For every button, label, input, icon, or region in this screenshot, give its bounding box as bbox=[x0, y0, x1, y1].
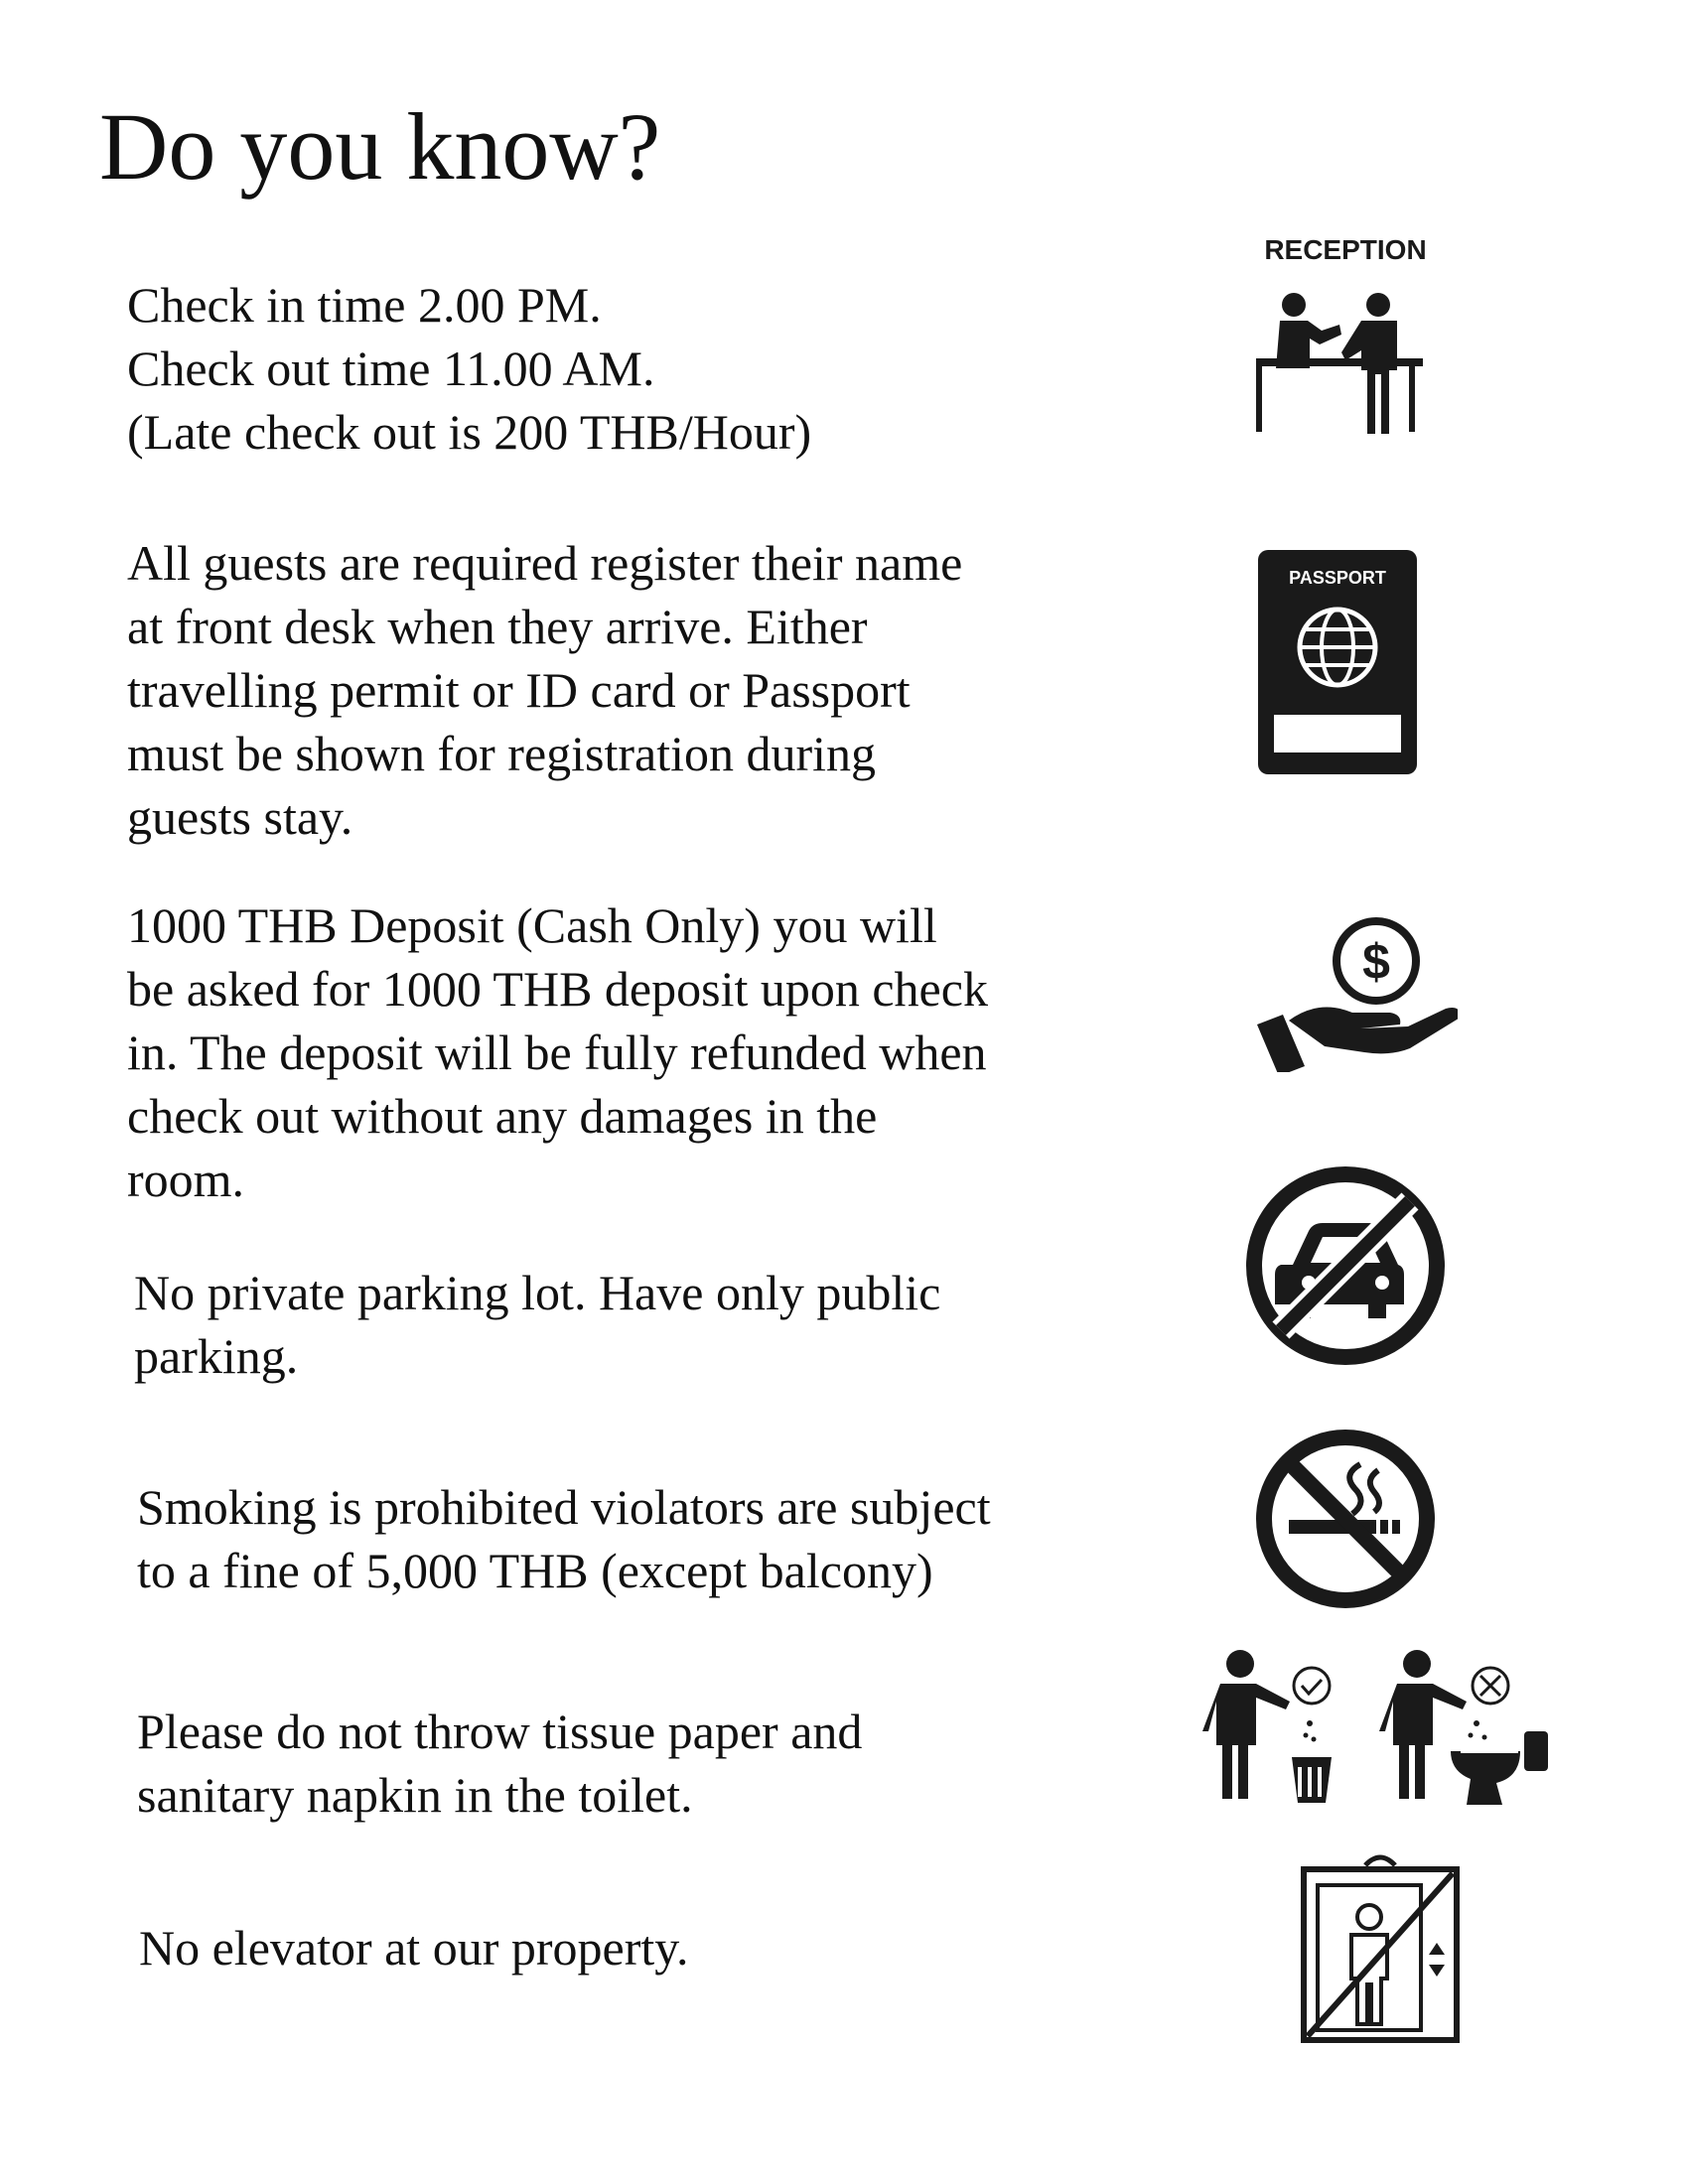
registration-line-4: must be shown for registration during bbox=[127, 726, 877, 781]
parking-text bbox=[134, 1261, 940, 1388]
checkin-text bbox=[127, 273, 811, 464]
coin-symbol: $ bbox=[1362, 934, 1390, 990]
smoking-line-2: to a fine of 5,000 THB (except balcony) bbox=[137, 1543, 933, 1598]
toilet-waste-icon bbox=[1196, 1648, 1569, 1817]
registration-line-2: at front desk when they arrive. Either bbox=[127, 599, 868, 654]
smoking-line-1: Smoking is prohibited violators are subject bbox=[137, 1479, 991, 1535]
checkin-line-1: Check in time 2.00 PM. bbox=[127, 277, 602, 333]
registration-text bbox=[127, 531, 962, 849]
no-parking-icon bbox=[1241, 1161, 1450, 1370]
reception-caption: RECEPTION bbox=[1264, 234, 1427, 265]
passport-caption: PASSPORT bbox=[1289, 568, 1386, 588]
deposit-line-3: in. The deposit will be fully refunded when bbox=[127, 1024, 987, 1080]
elevator-line-1: No elevator at our property. bbox=[139, 1920, 689, 1976]
registration-line-5: guests stay. bbox=[127, 789, 353, 845]
parking-line-1: No private parking lot. Have only public bbox=[134, 1265, 941, 1320]
hand-coin-icon bbox=[1249, 913, 1458, 1072]
no-elevator-icon bbox=[1296, 1851, 1465, 2045]
passport-icon bbox=[1256, 548, 1419, 776]
deposit-text bbox=[127, 893, 988, 1211]
toilet-text bbox=[137, 1700, 862, 1827]
deposit-line-4: check out without any damages in the bbox=[127, 1088, 878, 1144]
no-smoking-icon bbox=[1251, 1425, 1440, 1613]
elevator-text bbox=[139, 1916, 689, 1979]
reception-icon bbox=[1246, 233, 1445, 452]
smoking-text bbox=[137, 1475, 991, 1602]
registration-line-3: travelling permit or ID card or Passport bbox=[127, 662, 911, 718]
page-title: Do you know? bbox=[99, 93, 661, 200]
parking-line-2: parking. bbox=[134, 1328, 299, 1384]
checkin-line-2: Check out time 11.00 AM. bbox=[127, 341, 655, 396]
deposit-line-2: be asked for 1000 THB deposit upon check bbox=[127, 961, 988, 1017]
toilet-line-2: sanitary napkin in the toilet. bbox=[137, 1767, 693, 1823]
deposit-line-5: room. bbox=[127, 1152, 245, 1207]
deposit-line-1: 1000 THB Deposit (Cash Only) you will bbox=[127, 897, 937, 953]
checkin-line-3: (Late check out is 200 THB/Hour) bbox=[127, 404, 812, 460]
registration-line-1: All guests are required register their name bbox=[127, 535, 963, 591]
toilet-line-1: Please do not throw tissue paper and bbox=[137, 1704, 863, 1759]
